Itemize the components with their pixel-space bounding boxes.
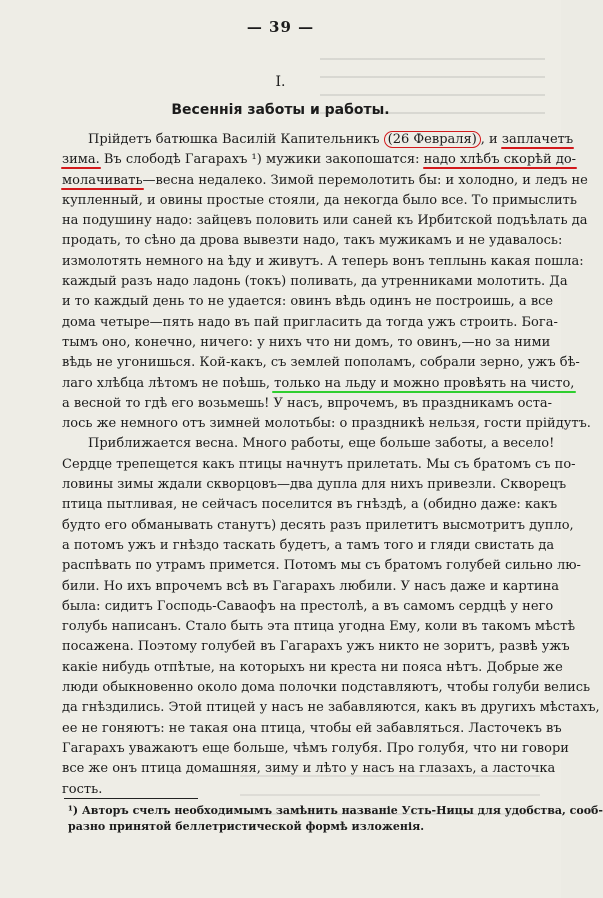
footnote-line: разно принятой беллетристической формѣ изложенія.: [68, 820, 425, 833]
footnote-rule: [64, 798, 198, 799]
text-line: [62, 252, 584, 272]
red-underline-annotation: заплачетъ: [501, 132, 574, 147]
text-run: лаго хлѣбца лѣтомъ не поѣшь,: [62, 375, 275, 391]
text-run: Сердце трепещется какъ птицы начнутъ прилетать. Мы съ братомъ съ по-: [62, 456, 576, 472]
text-line: [62, 150, 577, 170]
text-run: птица пытливая, не сейчасъ поселится въ гнѣздѣ, а (обидно даже: какъ: [62, 497, 558, 513]
text-run: посажена. Поэтому голубей въ Гагарахъ ужъ никто не зоритъ, развѣ ужъ: [62, 639, 570, 655]
text-run: все же онъ птица домашняя, зиму и лѣто у насъ на глазахъ, а ласточка: [62, 761, 556, 777]
text-run: распѣвать по утрамъ примется. Потомъ мы съ братомъ голубей сильно лю-: [62, 558, 581, 574]
text-line: [62, 353, 580, 373]
text-line: [62, 637, 570, 657]
text-run: Въ слободѣ Гагарахъ ¹) мужики закопошатся:: [99, 152, 424, 168]
text-line: [62, 556, 581, 576]
text-line: [62, 739, 569, 759]
text-line: [62, 292, 554, 312]
text-run: а потомъ ужъ и гнѣздо таскать будетъ, а тамъ того и гляди свистать да: [62, 537, 555, 553]
text-run: была: сидитъ Господь-Саваофъ на престолѣ, а въ самомъ сердцѣ у него: [62, 598, 554, 614]
text-run: дома четыре—пять надо въ пай пригласить да тогда ужъ строить. Бога-: [62, 314, 558, 330]
red-underline-annotation: надо хлѣбъ скорѣй до-: [423, 152, 577, 168]
text-line: [62, 211, 588, 231]
text-line: [62, 495, 558, 515]
text-run: Прійдетъ батюшка Василій Капительникъ: [88, 132, 384, 147]
text-line: [62, 780, 526, 800]
text-run: на подушину надо: зайцевъ половить или саней къ Ирбитской подъѣлать да: [62, 213, 588, 229]
text-line: [62, 171, 588, 191]
red-circle-annotation: (26 Февраля): [384, 131, 481, 148]
text-line: [62, 719, 562, 739]
text-line: [62, 577, 560, 597]
text-run: —весна недалеко. Зимой перемолотить бы: и холодно, и ледъ не: [142, 172, 588, 188]
text-line: [62, 394, 553, 414]
text-run: каждый разъ надо ладонь (токъ) поливать, да утренниками молотить. Да: [62, 274, 568, 290]
text-line: [62, 313, 558, 333]
text-line: [62, 272, 568, 292]
text-run: измолотять немного на ѣду и живутъ. А теперь вонъ теплынь какая пошла:: [62, 253, 584, 269]
text-run: били. Но ихъ впрочемъ всѣ въ Гагарахъ любили. У насъ даже и картина: [62, 578, 560, 594]
text-run: ловины зимы ждали скворцовъ—два дупла для нихъ привезли. Скворецъ: [62, 477, 567, 493]
text-line: [62, 130, 574, 150]
text-line: [62, 434, 555, 454]
footnote-line: ¹) Авторъ счелъ необходимымъ замѣнить названіе Усть-Ницы для удобства, сооб-: [68, 804, 603, 817]
text-run: люди обыкновенно около дома полочки подставляютъ, чтобы голуби велись: [62, 680, 591, 696]
body-text: [62, 130, 600, 800]
text-run: лось же немного отъ зимней молотьбы: о праздникѣ нельзя, гости прійдутъ.: [62, 416, 591, 432]
text-run: будто его обманывать станутъ) десять разъ прилетитъ высмотритъ дупло,: [62, 517, 574, 533]
text-run: купленный, и овины простые стояли, да некогда было все. То примыслить: [62, 192, 577, 208]
text-line: [62, 455, 576, 475]
text-line: [62, 759, 556, 779]
footnote: [68, 803, 603, 835]
text-run: вѣдь не угонишься. Кой-какъ, съ землей пополамъ, собрали зерно, ужъ бѣ-: [62, 355, 580, 371]
text-line: [62, 516, 574, 536]
text-run: , и: [480, 132, 502, 147]
text-run: гость.: [62, 781, 103, 797]
text-run: голубь написанъ. Стало быть эта птица угодна Ему, коли въ такомъ мѣстѣ: [62, 619, 576, 635]
text-line: [62, 333, 551, 353]
text-run: тымъ оно, конечно, ничего: у нихъ что ни домъ, то овинъ,—но за ними: [62, 334, 551, 350]
text-line: [62, 617, 576, 637]
text-run: Гагарахъ уважаютъ еще больше, чѣмъ голубя. Про голубя, что ни говори: [62, 740, 569, 756]
text-line: [62, 191, 577, 211]
section-title: Весеннія заботы и работы.: [171, 102, 390, 118]
text-line: [62, 658, 563, 678]
text-run: а весной то гдѣ его возьмешь! У насъ, впрочемъ, въ праздникамъ оста-: [62, 395, 553, 411]
text-run: ее не гоняютъ: не такая она птица, чтобы ей забавляться. Ласточекъ въ: [62, 720, 562, 736]
page-number: — 39 —: [246, 18, 315, 36]
text-line: [62, 678, 591, 698]
text-line: [62, 597, 554, 617]
text-line: [62, 698, 600, 718]
text-run: да гнѣздились. Этой птицей у насъ не забавляются, какъ въ другихъ мѣстахъ,: [62, 700, 600, 716]
text-run: и то каждый день то не удается: овинъ вѣдь одинъ не построишь, а все: [62, 294, 554, 310]
text-run: продать, то сѣно да дрова вывезти надо, такъ мужикамъ и не удавалось:: [62, 233, 563, 249]
text-run: какіе нибудь отпѣтые, на которыхъ ни креста ни пояса нѣтъ. Добрые же: [62, 659, 563, 675]
text-line: [62, 475, 567, 495]
red-underline-annotation: зима.: [62, 152, 100, 168]
text-line: [62, 231, 563, 251]
text-run: Приближается весна. Много работы, еще больше заботы, а весело!: [88, 436, 555, 452]
text-line: [62, 414, 591, 434]
section-numeral: I.: [275, 74, 286, 90]
text-line: [62, 536, 555, 556]
text-line: [62, 374, 575, 394]
red-underline-annotation: молачивать: [62, 172, 143, 188]
green-underline-annotation: только на льду и можно провѣять на чисто,: [274, 375, 575, 391]
